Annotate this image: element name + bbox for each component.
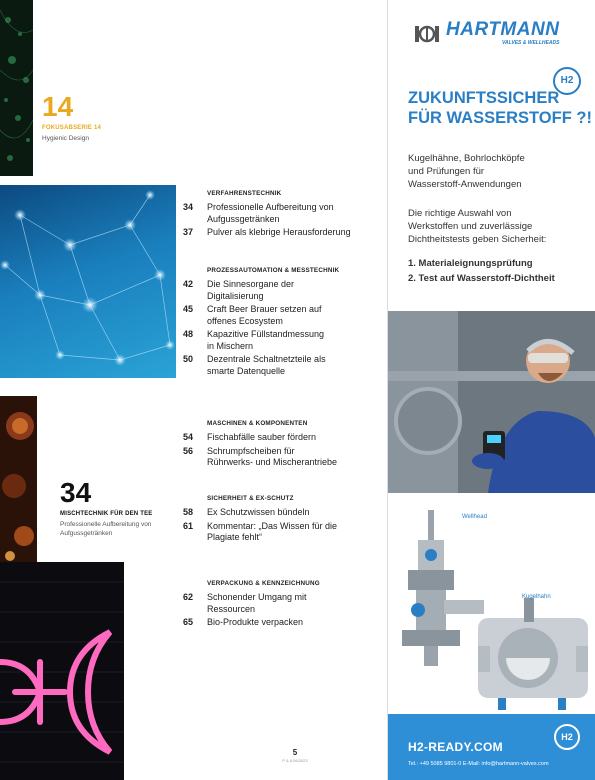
network-image (0, 185, 176, 378)
toc-section-prozessautomation (183, 267, 373, 379)
toc-entry-title: Craft Beer Brauer setzen auf offenes Ecosystem (207, 304, 322, 326)
toc-page-number: 65 (183, 617, 194, 627)
toc-page-number: 58 (183, 507, 194, 517)
toc-entry-title: Ex Schutzwissen bündeln (207, 507, 310, 517)
ball-valve-label: Kugelhahn (522, 594, 551, 600)
toc-entry[interactable] (183, 521, 373, 544)
brand-name: HARTMANN (446, 19, 560, 40)
page-number: 5 (292, 748, 298, 757)
toc-entry[interactable] (183, 329, 373, 352)
section-title: SICHERHEIT & EX-SCHUTZ (207, 495, 294, 502)
toc-entry[interactable] (183, 507, 373, 519)
issue-teaser-34[interactable] (60, 478, 152, 538)
toc-entry-title: Bio-Produkte verpacken (207, 617, 304, 627)
hartmann-logo (414, 20, 574, 48)
toc-page-number: 37 (183, 227, 194, 237)
toc-entry[interactable] (183, 304, 373, 327)
toc-entry[interactable] (183, 354, 373, 377)
toc-entry-title: Die Sinnesorgane der Digitalisierung (207, 279, 295, 301)
issue-title: FOKUSABSERIE 14 (42, 125, 102, 131)
toc-entry-title: Kapazitive Füllstandmessung in Mischern (207, 329, 325, 351)
ad-body: Die richtige Auswahl von Werkstoffen und zuverlässige Dichtheitstests geben Sicherheit: (408, 208, 547, 245)
h2-badge-icon: H2 (553, 67, 581, 95)
contact-info: Tel.: +49 5085 9801-0 E-Mail: info@hartmann-valves.com (408, 761, 549, 767)
toc-entry[interactable] (183, 202, 373, 225)
toc-entry-title: Dezentrale Schaltnetzteile als smarte Datenquelle (207, 354, 326, 376)
issue-teaser-14[interactable] (42, 92, 101, 143)
issue-title: MISCHTECHNIK FÜR DEN TEE (60, 511, 153, 517)
toc-page-number: 45 (183, 304, 194, 314)
ad-headline: ZUKUNFTSSICHER FÜR WASSERSTOFF ?! (408, 89, 592, 127)
brand-subline: VALVES & WELLHEADS (502, 40, 560, 46)
section-title: PROZESSAUTOMATION & MESSTECHNIK (207, 267, 340, 274)
tea-image (0, 396, 37, 569)
ad-intro: Kugelhähne, Bohrlochköpfe und Prüfungen für Wasserstoff-Anwendungen (408, 153, 525, 190)
toc-page-number: 48 (183, 329, 194, 339)
toc-entry-title: Schonender Umgang mit Ressourcen (207, 592, 307, 614)
h2-ready-badge-icon: H2 (554, 724, 580, 750)
toc-page-number: 56 (183, 445, 194, 456)
website-link[interactable]: H2-READY.COM (408, 740, 503, 754)
issue-subtitle: Hygienic Design (42, 135, 89, 142)
toc-entry[interactable] (183, 279, 373, 302)
wellhead-label: Wellhead (462, 514, 487, 520)
section-title: VERFAHRENSTECHNIK (207, 190, 282, 197)
toc-page-number: 34 (183, 202, 194, 212)
toc-entry[interactable] (183, 592, 373, 615)
toc-page-number: 54 (183, 432, 194, 442)
toc-section-verpackung (183, 580, 373, 631)
toc-entry[interactable] (183, 446, 373, 469)
toc-section-sicherheit (183, 495, 373, 546)
toc-page-number: 62 (183, 592, 194, 602)
ad-list (408, 256, 555, 286)
page-footer (260, 748, 330, 763)
toc-entry-title: Schrumpfscheiben für Rührwerks- und Mischerantriebe (207, 445, 338, 467)
list-item: 2. Test auf Wasserstoff-Dichtheit (408, 273, 555, 284)
neon-sign-image (0, 562, 124, 780)
product-diagram (388, 500, 595, 715)
technician-photo (388, 311, 595, 493)
section-title: VERPACKUNG & KENNZEICHNUNG (207, 580, 320, 587)
toc-entry-title: Professionelle Aufbereitung von Aufgussgetränken (207, 202, 334, 224)
section-title: MASCHINEN & KOMPONENTEN (207, 420, 308, 427)
list-item: 1. Materialeignungsprüfung (408, 258, 533, 269)
issue-number: 34 (60, 477, 92, 508)
issue-subtitle: Professionelle Aufbereitung von Aufgussgetränken (60, 521, 152, 537)
toc-entry[interactable] (183, 432, 373, 444)
ad-footer[interactable] (388, 714, 595, 780)
toc-page-number: 42 (183, 279, 194, 289)
foliage-image (0, 0, 33, 176)
toc-entry-title: Pulver als klebrige Herausforderung (207, 227, 351, 237)
toc-page-number: 61 (183, 520, 194, 531)
toc-section-verfahrenstechnik (183, 190, 373, 241)
toc-entry-title: Kommentar: „Das Wissen für die Plagiate fehlt“ (207, 520, 338, 542)
toc-entry[interactable] (183, 617, 373, 629)
valve-logo-icon (414, 24, 440, 44)
issue-number: 14 (42, 91, 74, 122)
toc-page-number: 50 (183, 354, 194, 364)
toc-section-maschinen (183, 420, 373, 471)
issue-info: P & A 06/2023 (282, 758, 308, 763)
toc-entry-title: Fischabfälle sauber fördern (207, 432, 317, 442)
toc-entry[interactable] (183, 227, 373, 239)
hartmann-advertisement[interactable] (387, 0, 595, 780)
